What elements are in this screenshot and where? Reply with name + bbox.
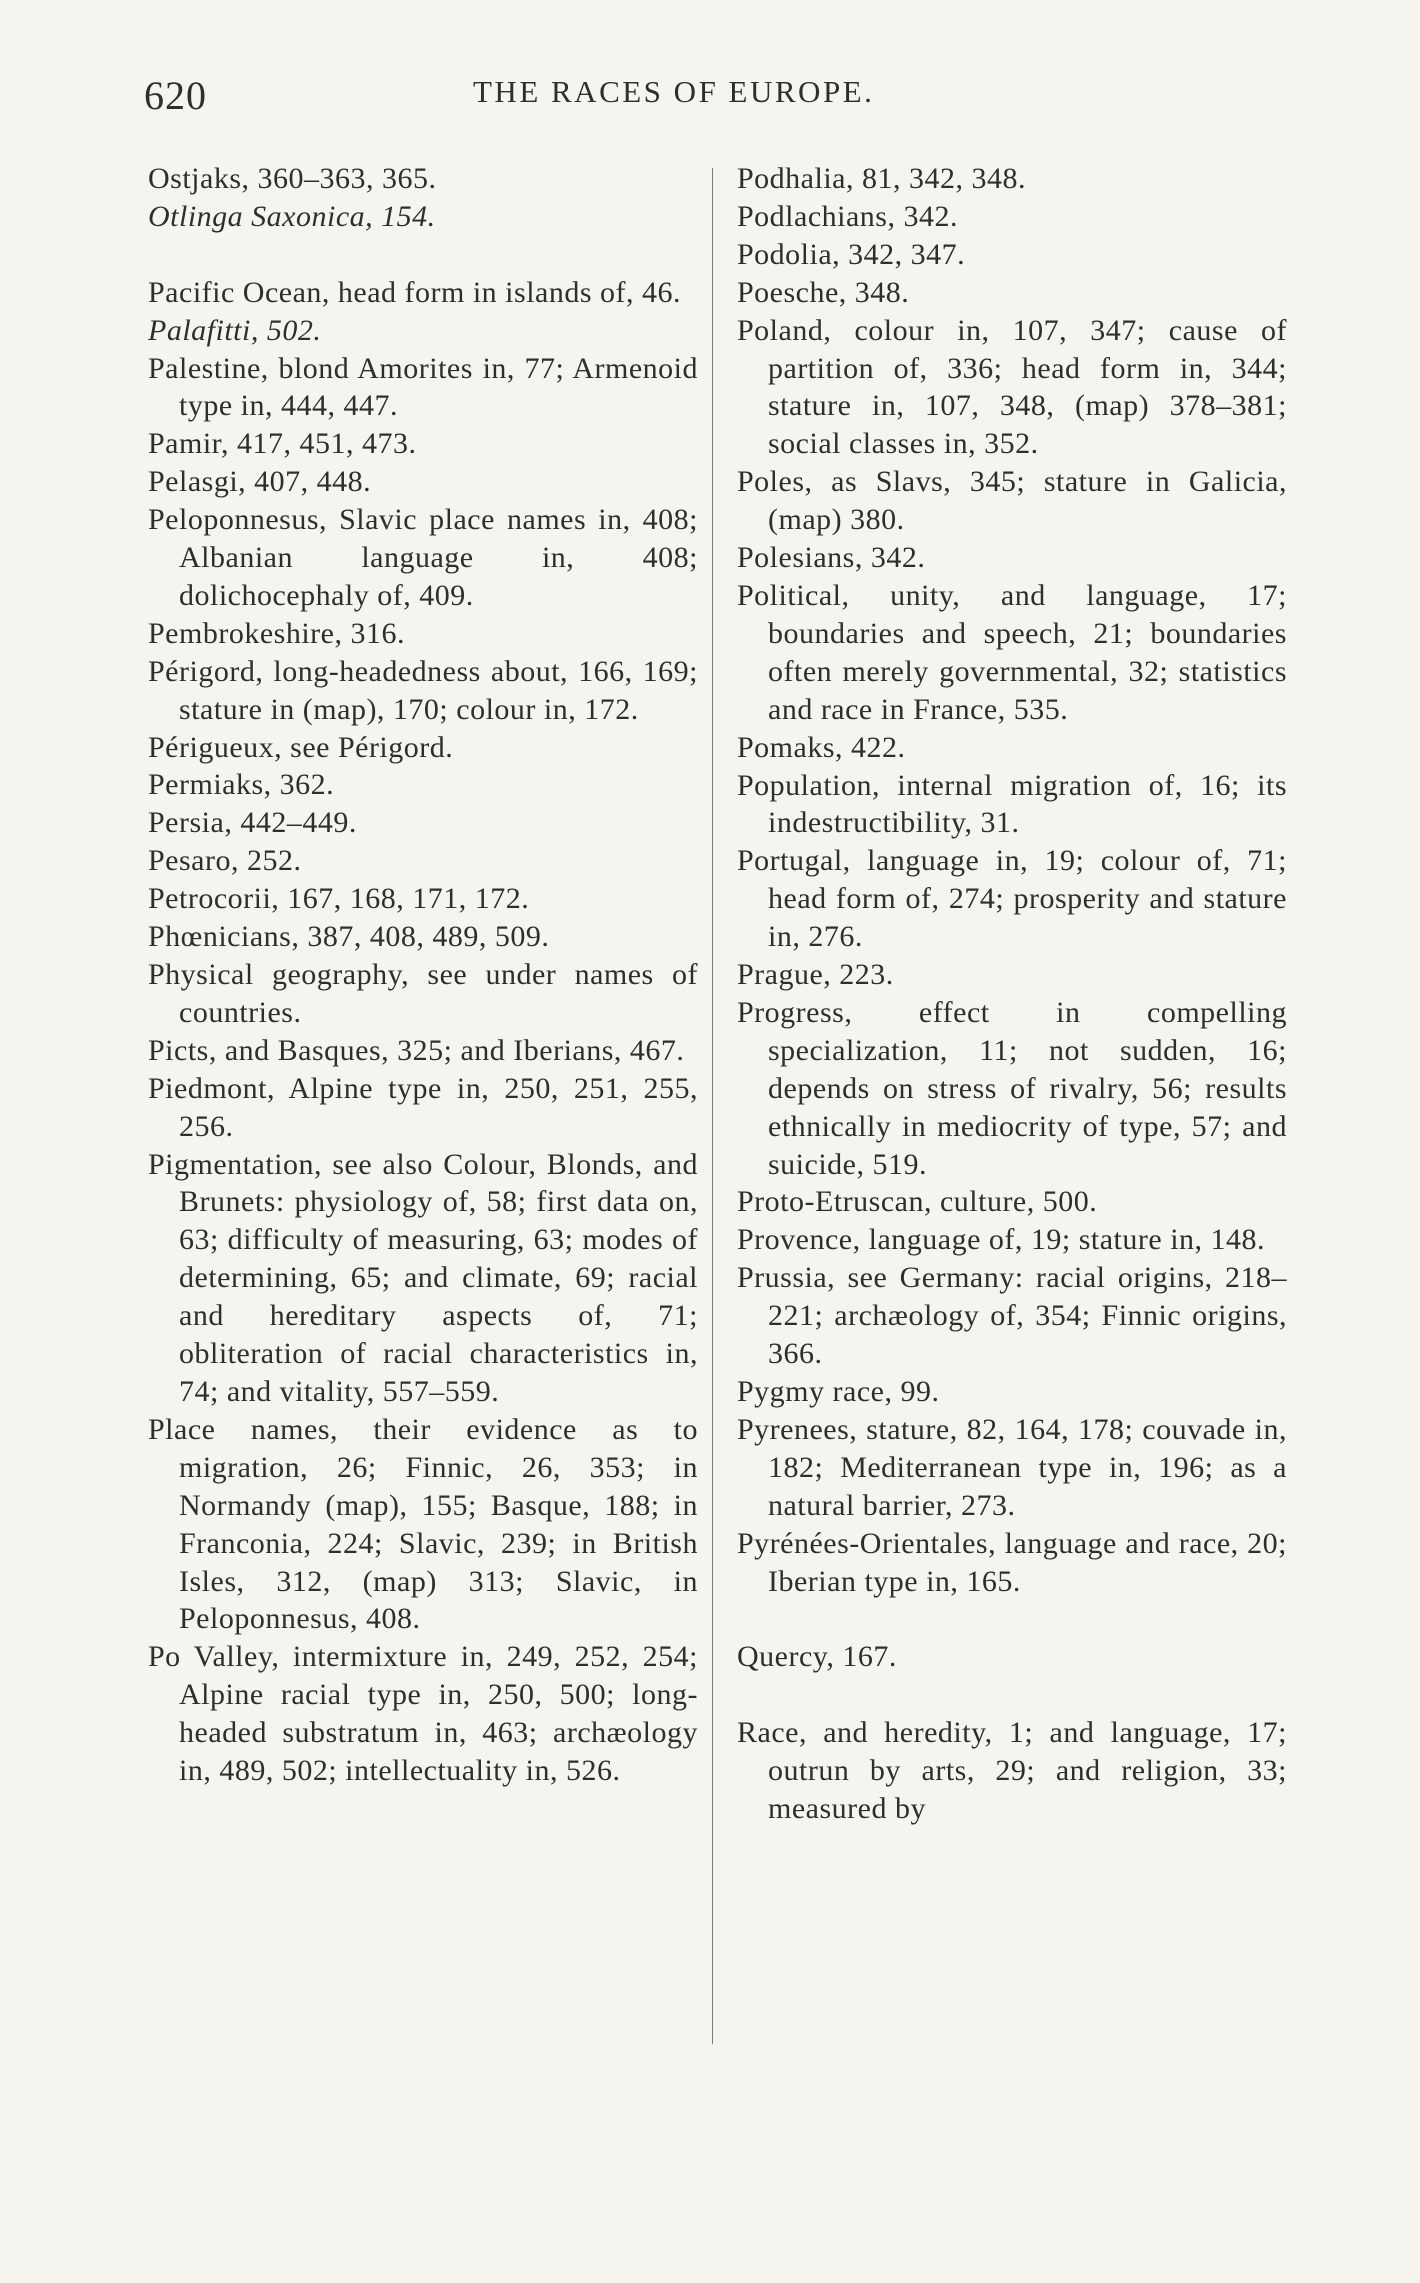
page-header xyxy=(0,72,1420,122)
index-entry: Proto-Etruscan, culture, 500. xyxy=(737,1185,1098,1219)
section-gap xyxy=(737,1600,1287,1638)
index-entry: Pembrokeshire, 316. xyxy=(148,616,405,650)
index-entry: Phœnicians, 387, 408, 489, 509. xyxy=(148,920,550,954)
section-gap xyxy=(148,236,698,274)
index-entry: Poland, colour in, 107, 347; cause of partition of, 336; head form in, 344; stature in, 107, 348, (map) 378–381; social classes in, 352. xyxy=(737,313,1287,461)
index-entry: Political, unity, and language, 17; boundaries and speech, 21; boundaries often merely governmental, 32; statistics and race in France, 535. xyxy=(737,578,1287,726)
index-entry: Race, and heredity, 1; and language, 17; outrun by arts, 29; and religion, 33; measured by xyxy=(737,1716,1287,1825)
index-entry: Provence, language of, 19; stature in, 148. xyxy=(737,1223,1266,1257)
index-entry: Périgueux, see Périgord. xyxy=(148,730,454,764)
index-entry: Pelasgi, 407, 448. xyxy=(148,465,372,499)
index-entry: Ostjaks, 360–363, 365. xyxy=(148,162,437,195)
index-entry: Portugal, language in, 19; colour of, 71; head form of, 274; prosperity and stature in, 276. xyxy=(737,844,1287,954)
index-entry: Place names, their evidence as to migration, 26; Finnic, 26, 353; in Normandy (map), 155; Basque, 188; in Franconia, 224; Slavic, 239; in British Isles, 312, (map) 313; Slavic, in Peloponnesus, 408. xyxy=(148,1412,698,1636)
index-entry: Polesians, 342. xyxy=(737,541,926,575)
index-entry: Population, internal migration of, 16; its indestructibility, 31. xyxy=(737,768,1287,840)
index-entry: Pyrenees, stature, 82, 164, 178; couvade in, 182; Mediterranean type in, 196; as a natural barrier, 273. xyxy=(737,1412,1287,1522)
index-entry: Picts, and Basques, 325; and Iberians, 467. xyxy=(148,1033,685,1067)
index-entry: Périgord, long-headedness about, 166, 169; stature in (map), 170; colour in, 172. xyxy=(148,654,698,726)
index-entry: Po Valley, intermixture in, 249, 252, 254; Alpine racial type in, 250, 500; long-headed substratum in, 463; archæology in, 489, 502; intellectuality in, 526. xyxy=(148,1640,698,1788)
index-column-left xyxy=(148,160,698,1790)
index-entry: Pamir, 417, 451, 473. xyxy=(148,427,417,461)
index-entry: Poesche, 348. xyxy=(737,275,910,309)
index-entry: Otlinga Saxonica, 154. xyxy=(148,199,436,233)
index-entry: Physical geography, see under names of countries. xyxy=(148,958,698,1029)
index-entry: Podhalia, 81, 342, 348. xyxy=(737,162,1026,195)
index-entry: Pacific Ocean, head form in islands of, 46. xyxy=(148,275,682,309)
index-entry: Poles, as Slavs, 345; stature in Galicia, (map) 380. xyxy=(737,465,1287,537)
index-column-right xyxy=(737,160,1287,1828)
index-entry: Progress, effect in compelling specialization, 11; not sudden, 16; depends on stress of rivalry, 56; results ethnically in mediocrity of type, 57; and suicide, 519. xyxy=(737,995,1287,1181)
column-divider xyxy=(712,168,713,2044)
index-entry: Petrocorii, 167, 168, 171, 172. xyxy=(148,882,530,916)
index-entry: Prague, 223. xyxy=(737,958,894,992)
index-entry: Quercy, 167. xyxy=(737,1640,897,1674)
index-entry: Palestine, blond Amorites in, 77; Armenoid type in, 444, 447. xyxy=(148,351,698,423)
index-entry: Pyrénées-Orientales, language and race, 20; Iberian type in, 165. xyxy=(737,1526,1287,1598)
index-entry: Pigmentation, see also Colour, Blonds, and Brunets: physiology of, 58; first data on, 63; difficulty of measuring, 63; modes of determining, 65; and climate, 69; racial and hereditary aspects of, 71; obliteration of racial characteristics in, 74; and vitality, 557–559. xyxy=(148,1147,698,1408)
index-entry: Pygmy race, 99. xyxy=(737,1375,940,1408)
index-entry: Peloponnesus, Slavic place names in, 408; Albanian language in, 408; dolichocephaly of, 409. xyxy=(148,503,698,612)
index-entry: Persia, 442–449. xyxy=(148,806,357,840)
index-entry: Permiaks, 362. xyxy=(148,768,335,802)
index-entry: Podolia, 342, 347. xyxy=(737,237,966,271)
index-entry: Pomaks, 422. xyxy=(737,730,906,764)
page-number: 620 xyxy=(144,73,207,118)
running-head: THE RACES OF EUROPE. xyxy=(473,74,875,109)
index-entry: Piedmont, Alpine type in, 250, 251, 255, 256. xyxy=(148,1071,698,1143)
section-gap xyxy=(737,1676,1287,1714)
index-entry: Palafitti, 502. xyxy=(148,313,322,347)
index-entry: Podlachians, 342. xyxy=(737,199,958,233)
index-entry: Pesaro, 252. xyxy=(148,844,302,878)
index-entry: Prussia, see Germany: racial origins, 218–221; archæology of, 354; Finnic origins, 366. xyxy=(737,1261,1287,1371)
